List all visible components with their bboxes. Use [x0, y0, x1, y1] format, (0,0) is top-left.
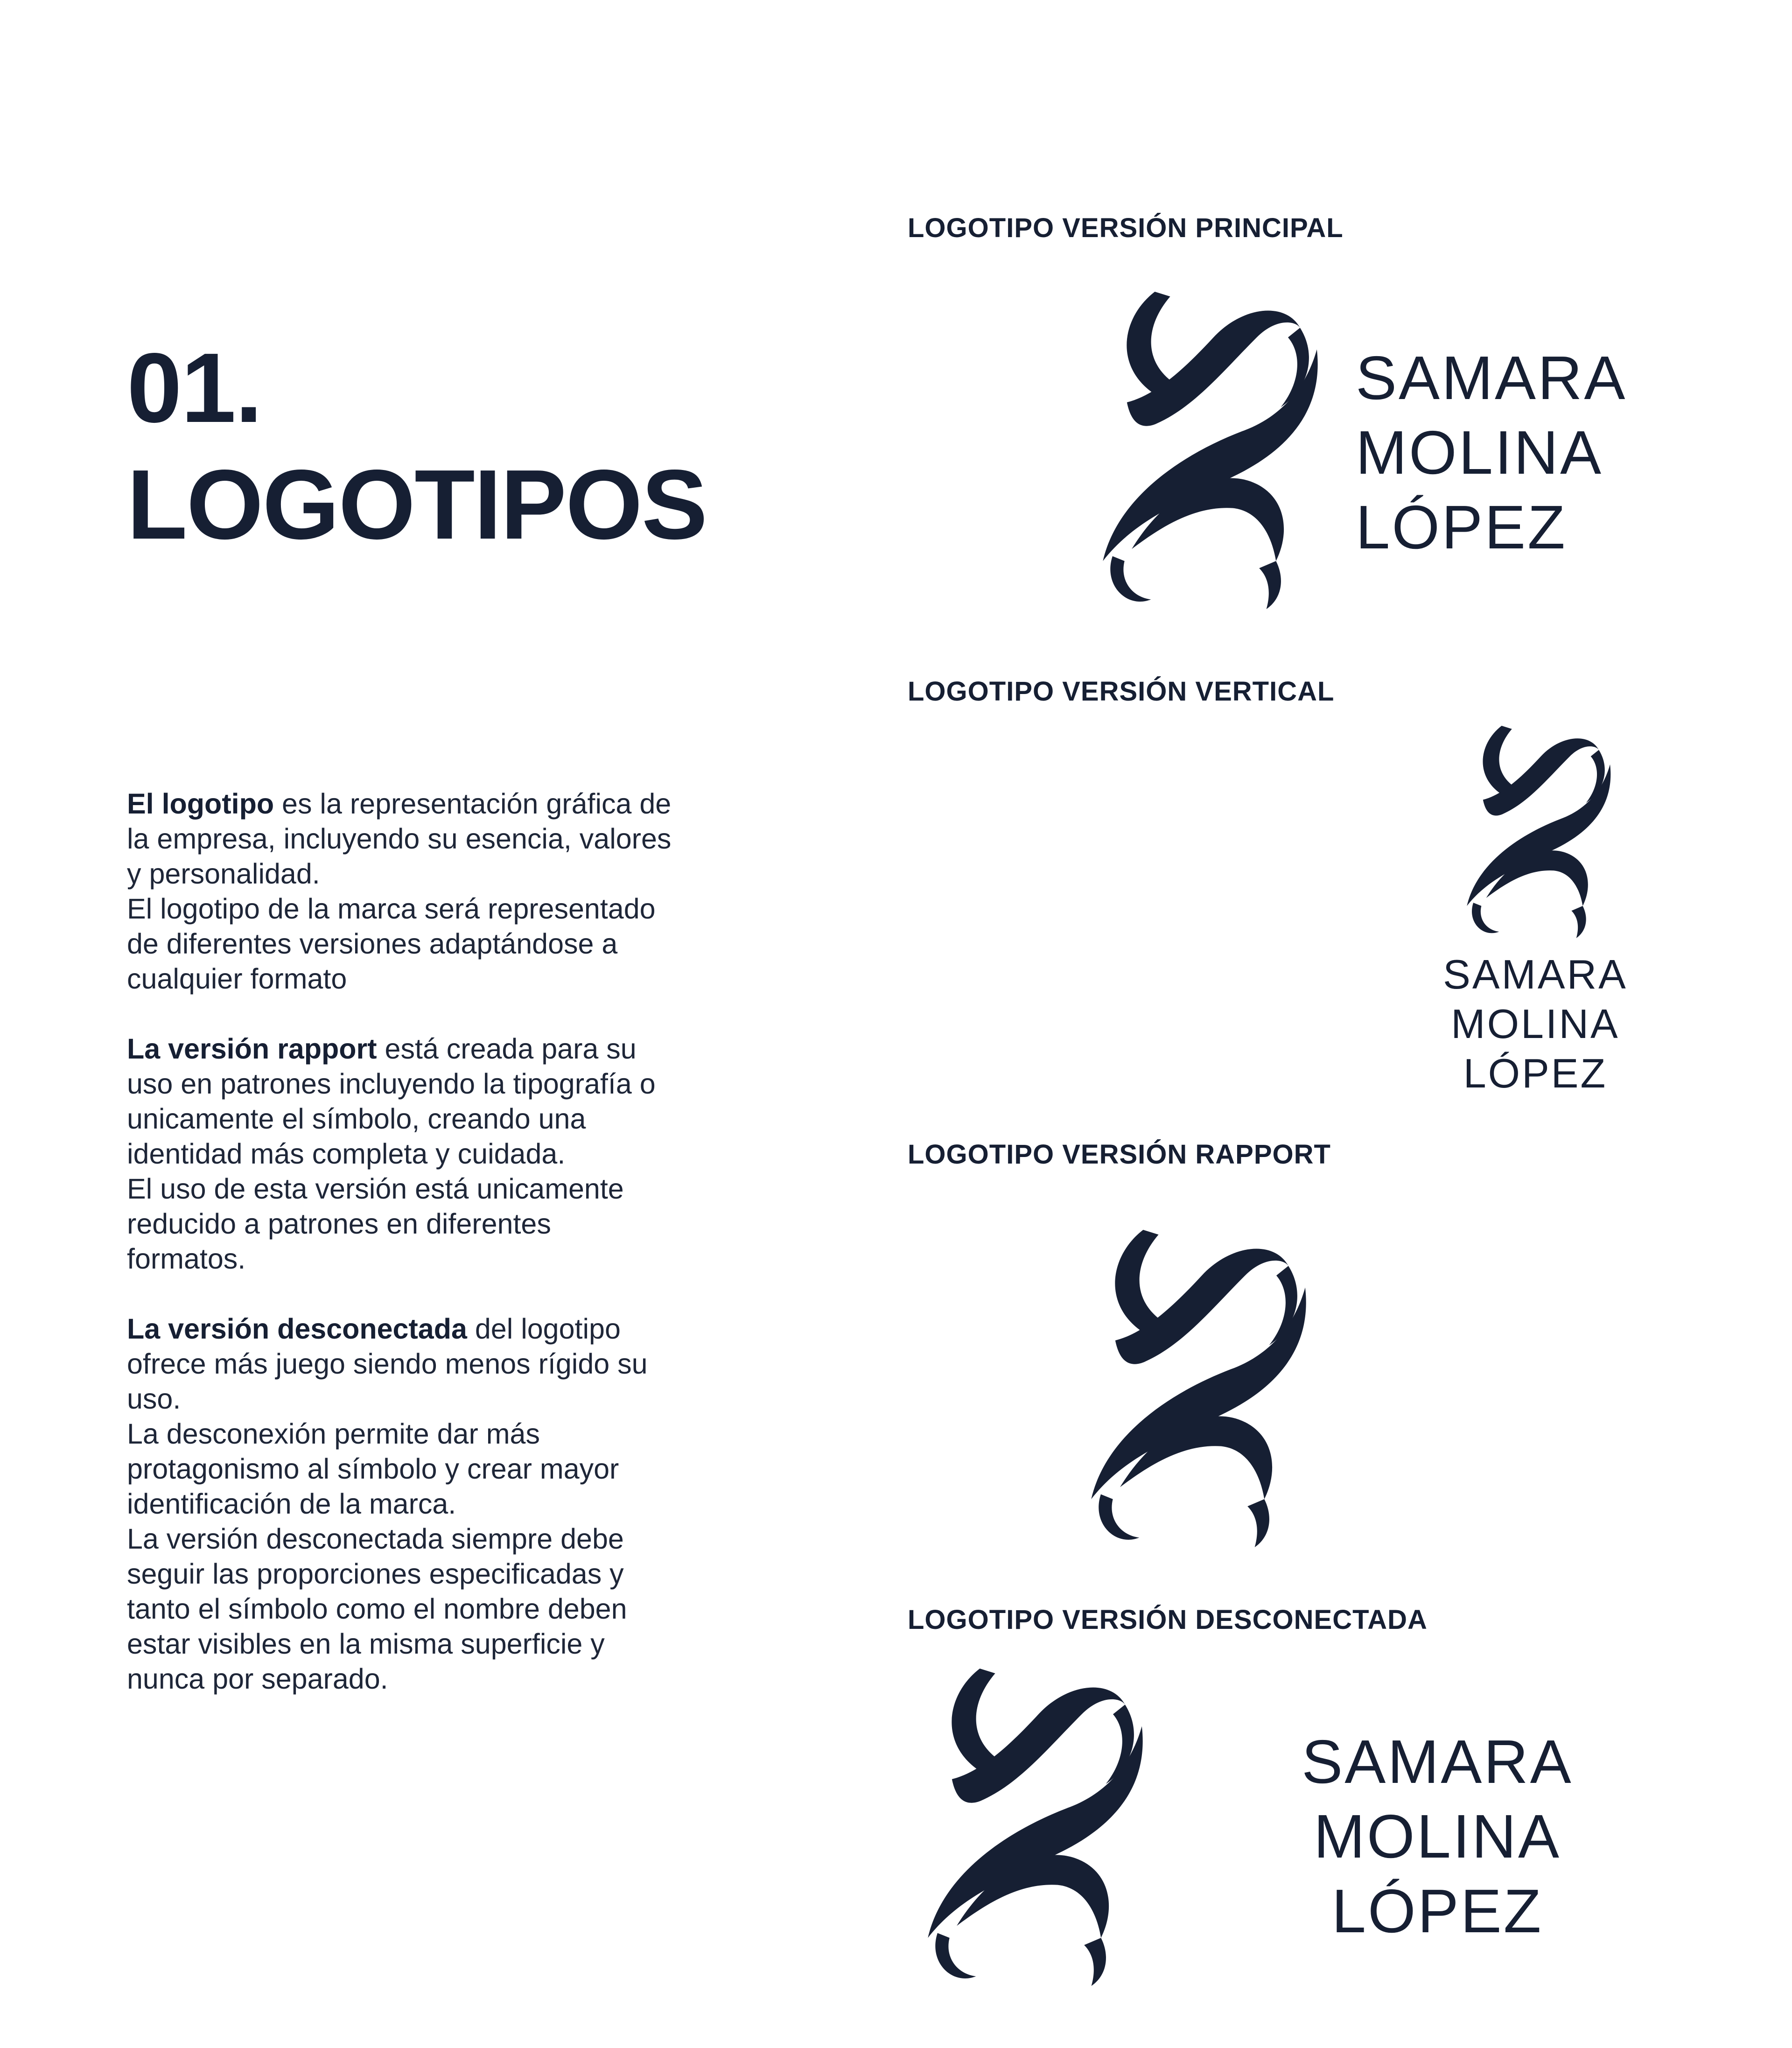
text-line: uso. [127, 1383, 181, 1415]
brand-name-line: MOLINA [1356, 418, 1603, 487]
text-line: El logotipo de la marca será representado [127, 893, 656, 925]
brand-name-principal [1356, 341, 1627, 565]
text-line: seguir las proporciones especificadas y [127, 1558, 624, 1590]
text-line: La versión desconectada siempre debe [127, 1523, 624, 1555]
ribbon-s-monogram-icon [1456, 726, 1619, 938]
text-line: de diferentes versiones adaptándose a [127, 928, 618, 960]
text-line: ofrece más juego siendo menos rígido su [127, 1348, 648, 1380]
brand-name-line: SAMARA [1356, 344, 1627, 412]
brand-name-line: LÓPEZ [1331, 1877, 1543, 1945]
text-line: cualquier formato [127, 963, 347, 995]
ribbon-s-monogram-icon [908, 1669, 1160, 1986]
text-line: El uso de esta versión está unicamente [127, 1173, 624, 1205]
paragraph-emphasis: La versión rapport [127, 1033, 377, 1065]
brand-name-line: LÓPEZ [1356, 493, 1567, 561]
text-line: es la representación gráfica de [274, 788, 672, 820]
text-line: protagonismo al símbolo y crear mayor [127, 1453, 619, 1485]
brand-name-line: SAMARA [1443, 951, 1628, 997]
text-line: identificación de la marca. [127, 1488, 456, 1520]
description-text [127, 786, 762, 1697]
chapter-title: LOGOTIPOS [127, 449, 707, 560]
section-title-desconectada: LOGOTIPO VERSIÓN DESCONECTADA [908, 1605, 1428, 1635]
text-line: La desconexión permite dar más [127, 1418, 540, 1450]
text-line: tanto el símbolo como el nombre deben [127, 1593, 627, 1625]
brand-name-desconectada [1288, 1725, 1587, 1949]
paragraph-emphasis: El logotipo [127, 788, 274, 820]
section-title-vertical: LOGOTIPO VERSIÓN VERTICAL [908, 676, 1335, 707]
text-line: nunca por separado. [127, 1663, 388, 1695]
brand-name-line: LÓPEZ [1463, 1050, 1608, 1096]
brand-name-vertical [1437, 950, 1633, 1098]
text-line: reducido a patrones en diferentes [127, 1208, 551, 1240]
text-line: estar visibles en la misma superficie y [127, 1628, 605, 1660]
text-line: uso en patrones incluyendo la tipografía o [127, 1068, 656, 1100]
ribbon-s-monogram-icon [1087, 292, 1330, 609]
section-title-rapport: LOGOTIPO VERSIÓN RAPPORT [908, 1139, 1331, 1170]
text-line: del logotipo [467, 1313, 621, 1345]
paragraph-logotipo [127, 786, 762, 996]
text-line: identidad más completa y cuidada. [127, 1138, 566, 1170]
paragraph-emphasis: La versión desconectada [127, 1313, 467, 1345]
paragraph-rapport [127, 1031, 762, 1276]
text-line: unicamente el símbolo, creando una [127, 1103, 586, 1135]
section-title-principal: LOGOTIPO VERSIÓN PRINCIPAL [908, 213, 1344, 243]
text-line: formatos. [127, 1243, 246, 1275]
brand-name-line: MOLINA [1313, 1802, 1561, 1871]
text-line: está creada para su [377, 1033, 637, 1065]
brand-name-line: MOLINA [1451, 1001, 1620, 1047]
paragraph-desconectada [127, 1312, 762, 1697]
chapter-number: 01. [127, 332, 262, 443]
text-line: la empresa, incluyendo su esencia, valores [127, 823, 672, 855]
text-line: y personalidad. [127, 858, 320, 890]
ribbon-s-monogram-icon [1071, 1230, 1323, 1547]
brand-name-line: SAMARA [1302, 1727, 1573, 1796]
